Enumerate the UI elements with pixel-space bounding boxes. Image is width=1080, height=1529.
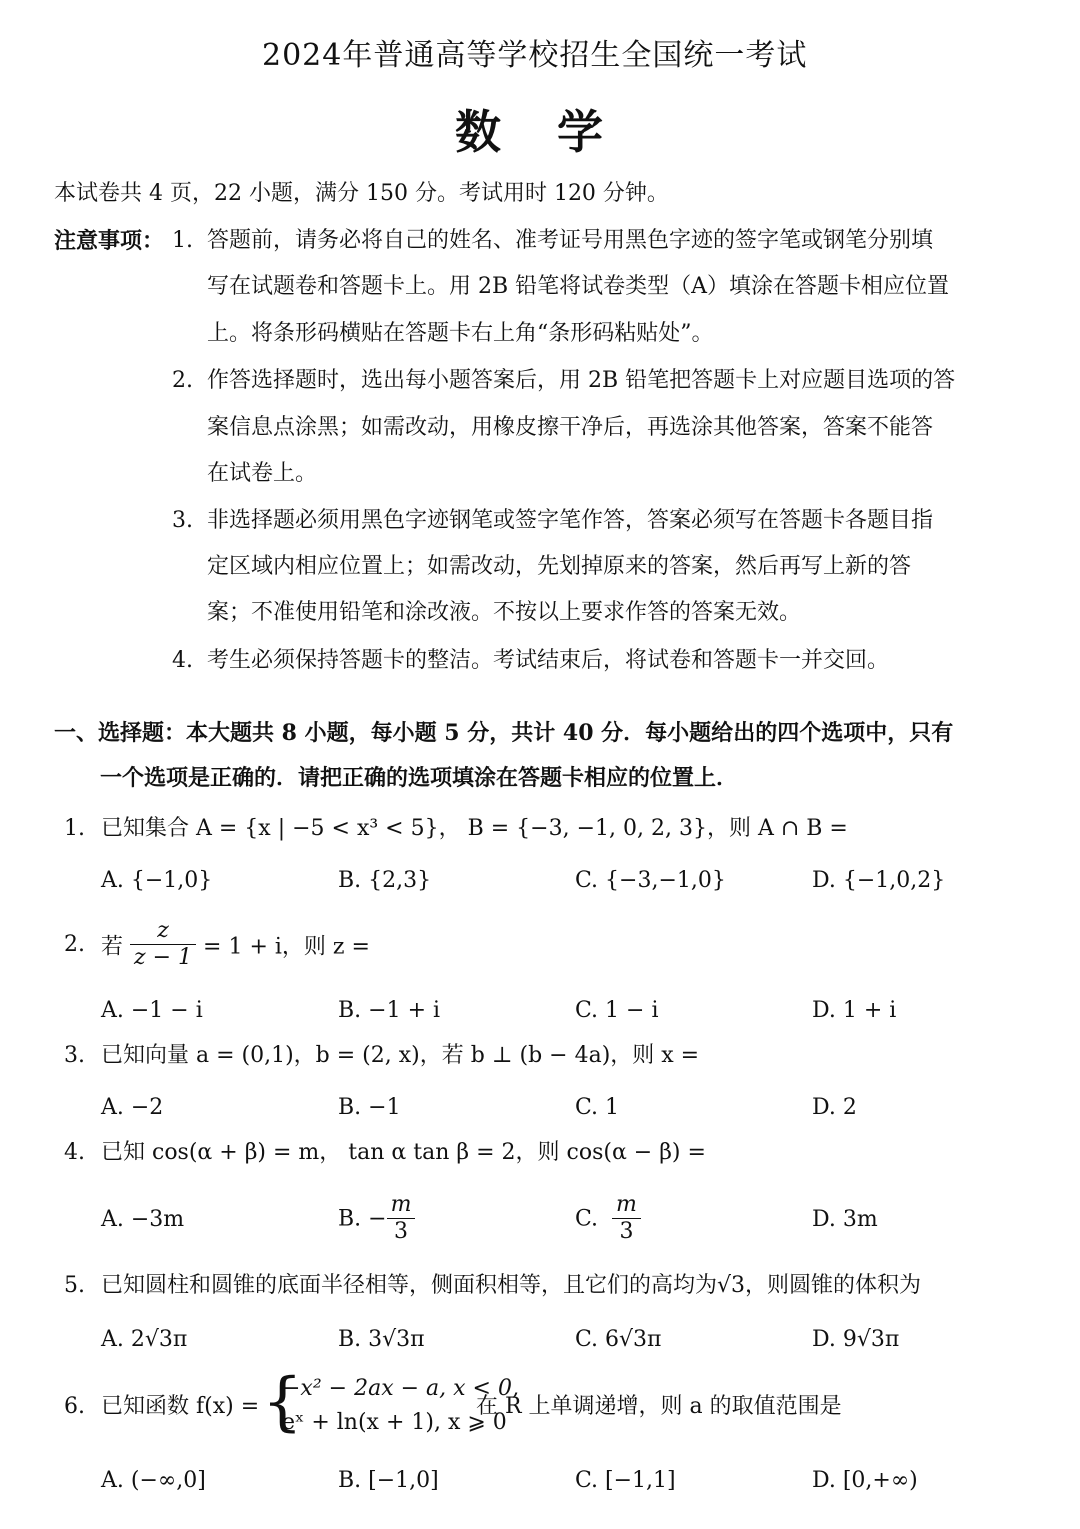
question-1-number: 1. bbox=[64, 816, 85, 841]
question-5-option-b: B. 3√3π bbox=[338, 1327, 425, 1352]
question-1-stem: 已知集合 A = {x | −5 < x³ < 5}， B = {−3, −1, 0, 2, 3}，则 A ∩ B = bbox=[101, 816, 848, 841]
question-2-fraction bbox=[130, 918, 196, 972]
question-2-stem-suffix: = 1 + i，则 z = bbox=[203, 934, 370, 960]
question-3-option-b: B. −1 bbox=[338, 1095, 401, 1120]
note-1-line-1: 答题前，请务必将自己的姓名、准考证号用黑色字迹的签字笔或钢笔分别填 bbox=[207, 228, 934, 253]
question-4-number: 4. bbox=[64, 1140, 85, 1165]
note-2-line-3: 在试卷上。 bbox=[207, 461, 318, 486]
note-3-num: 3. bbox=[172, 508, 193, 533]
note-3-line-1: 非选择题必须用黑色字迹钢笔或签字笔作答，答案必须写在答题卡各题目指 bbox=[207, 508, 934, 533]
note-1-line-3: 上。将条形码横贴在答题卡右上角“条形码粘贴处”。 bbox=[207, 321, 714, 346]
question-4-option-b-fraction bbox=[387, 1192, 416, 1246]
question-2-fraction-numerator: z bbox=[130, 918, 196, 945]
section-heading-line-1: 一、选择题：本大题共 8 小题，每小题 5 分，共计 40 分．每小题给出的四个选项中，只有 bbox=[54, 720, 954, 746]
question-3-option-a: A. −2 bbox=[101, 1095, 164, 1120]
question-1-option-b: B. {2,3} bbox=[338, 868, 432, 893]
note-3-line-2: 定区域内相应位置上；如需改动，先划掉原来的答案，然后再写上新的答 bbox=[207, 554, 912, 579]
exam-intro: 本试卷共 4 页，22 小题，满分 150 分。考试用时 120 分钟。 bbox=[54, 181, 669, 206]
question-4-option-b-numerator: m bbox=[387, 1192, 416, 1219]
note-4-num: 4. bbox=[172, 648, 193, 673]
note-1-line-2: 写在试题卷和答题卡上。用 2B 铅笔将试卷类型（A）填涂在答题卡相应位置 bbox=[207, 274, 950, 299]
question-2-stem-prefix: 若 bbox=[101, 934, 124, 960]
exam-title: 2024年普通高等学校招生全国统一考试 bbox=[262, 38, 808, 73]
question-6-option-d: D. [0,+∞) bbox=[812, 1468, 918, 1493]
note-2-line-1: 作答选择题时，选出每小题答案后，用 2B 铅笔把答题卡上对应题目选项的答 bbox=[207, 368, 956, 393]
question-6-case-1: −x² − 2ax − a, x < 0, bbox=[282, 1376, 519, 1401]
notes-label: 注意事项： bbox=[54, 228, 165, 254]
question-6-option-c: C. [−1,1] bbox=[575, 1468, 676, 1493]
question-2-stem bbox=[101, 918, 370, 972]
question-2-option-b: B. −1 + i bbox=[338, 998, 441, 1023]
question-2-option-c: C. 1 − i bbox=[575, 998, 659, 1023]
question-6-number: 6. bbox=[64, 1394, 85, 1419]
question-4-option-a: A. −3m bbox=[101, 1207, 185, 1232]
question-6-option-b: B. [−1,0] bbox=[338, 1468, 439, 1493]
question-4-option-c-prefix: C. bbox=[575, 1206, 613, 1232]
question-6-stem-suffix: 在 R 上单调递增，则 a 的取值范围是 bbox=[476, 1394, 842, 1419]
question-3-option-d: D. 2 bbox=[812, 1095, 857, 1120]
subject-title: 数 学 bbox=[455, 105, 606, 159]
question-4-option-c-numerator: m bbox=[612, 1192, 641, 1219]
section-heading-line-2: 一个选项是正确的．请把正确的选项填涂在答题卡相应的位置上． bbox=[100, 765, 739, 791]
question-6-brace: { bbox=[262, 1365, 303, 1439]
question-4-stem: 已知 cos(α + β) = m， tan α tan β = 2，则 cos(α − β) = bbox=[101, 1140, 706, 1165]
question-2-fraction-denominator: z − 1 bbox=[134, 945, 193, 971]
question-1-option-c: C. {−3,−1,0} bbox=[575, 868, 726, 893]
question-6-option-a: A. (−∞,0] bbox=[101, 1468, 206, 1493]
question-5-option-a: A. 2√3π bbox=[101, 1327, 188, 1352]
question-5-option-d: D. 9√3π bbox=[812, 1327, 900, 1352]
question-2-option-d: D. 1 + i bbox=[812, 998, 897, 1023]
question-1-option-a: A. {−1,0} bbox=[101, 868, 213, 893]
question-3-stem: 已知向量 a = (0,1)，b = (2, x)，若 b ⊥ (b − 4a)，则 x = bbox=[101, 1043, 700, 1068]
question-2-option-a: A. −1 − i bbox=[101, 998, 203, 1023]
question-4-option-d: D. 3m bbox=[812, 1207, 878, 1232]
question-5-option-c: C. 6√3π bbox=[575, 1327, 662, 1352]
note-2-line-2: 案信息点涂黑；如需改动，用橡皮擦干净后，再选涂其他答案，答案不能答 bbox=[207, 415, 934, 440]
question-4-option-b-denominator: 3 bbox=[394, 1219, 409, 1245]
question-6-stem-prefix: 已知函数 f(x) = bbox=[101, 1394, 260, 1419]
question-1-option-d: D. {−1,0,2} bbox=[812, 868, 946, 893]
note-1-num: 1. bbox=[172, 228, 193, 253]
question-5-number: 5. bbox=[64, 1273, 85, 1298]
question-5-stem: 已知圆柱和圆锥的底面半径相等，侧面积相等，且它们的高均为√3，则圆锥的体积为 bbox=[101, 1273, 922, 1298]
question-4-option-c-denominator: 3 bbox=[619, 1219, 634, 1245]
question-3-option-c: C. 1 bbox=[575, 1095, 620, 1120]
question-4-option-c-fraction bbox=[612, 1192, 641, 1246]
note-4-line-1: 考生必须保持答题卡的整洁。考试结束后，将试卷和答题卡一并交回。 bbox=[207, 648, 890, 673]
note-3-line-3: 案；不准使用铅笔和涂改液。不按以上要求作答的答案无效。 bbox=[207, 600, 802, 625]
question-2-number: 2. bbox=[64, 932, 85, 957]
question-6-case-2: eˣ + ln(x + 1), x ⩾ 0 bbox=[282, 1410, 507, 1435]
question-4-option-b-prefix: B. − bbox=[338, 1206, 387, 1232]
question-4-option-c bbox=[575, 1192, 641, 1246]
question-3-number: 3. bbox=[64, 1043, 85, 1068]
note-2-num: 2. bbox=[172, 368, 193, 393]
question-4-option-b bbox=[338, 1192, 415, 1246]
